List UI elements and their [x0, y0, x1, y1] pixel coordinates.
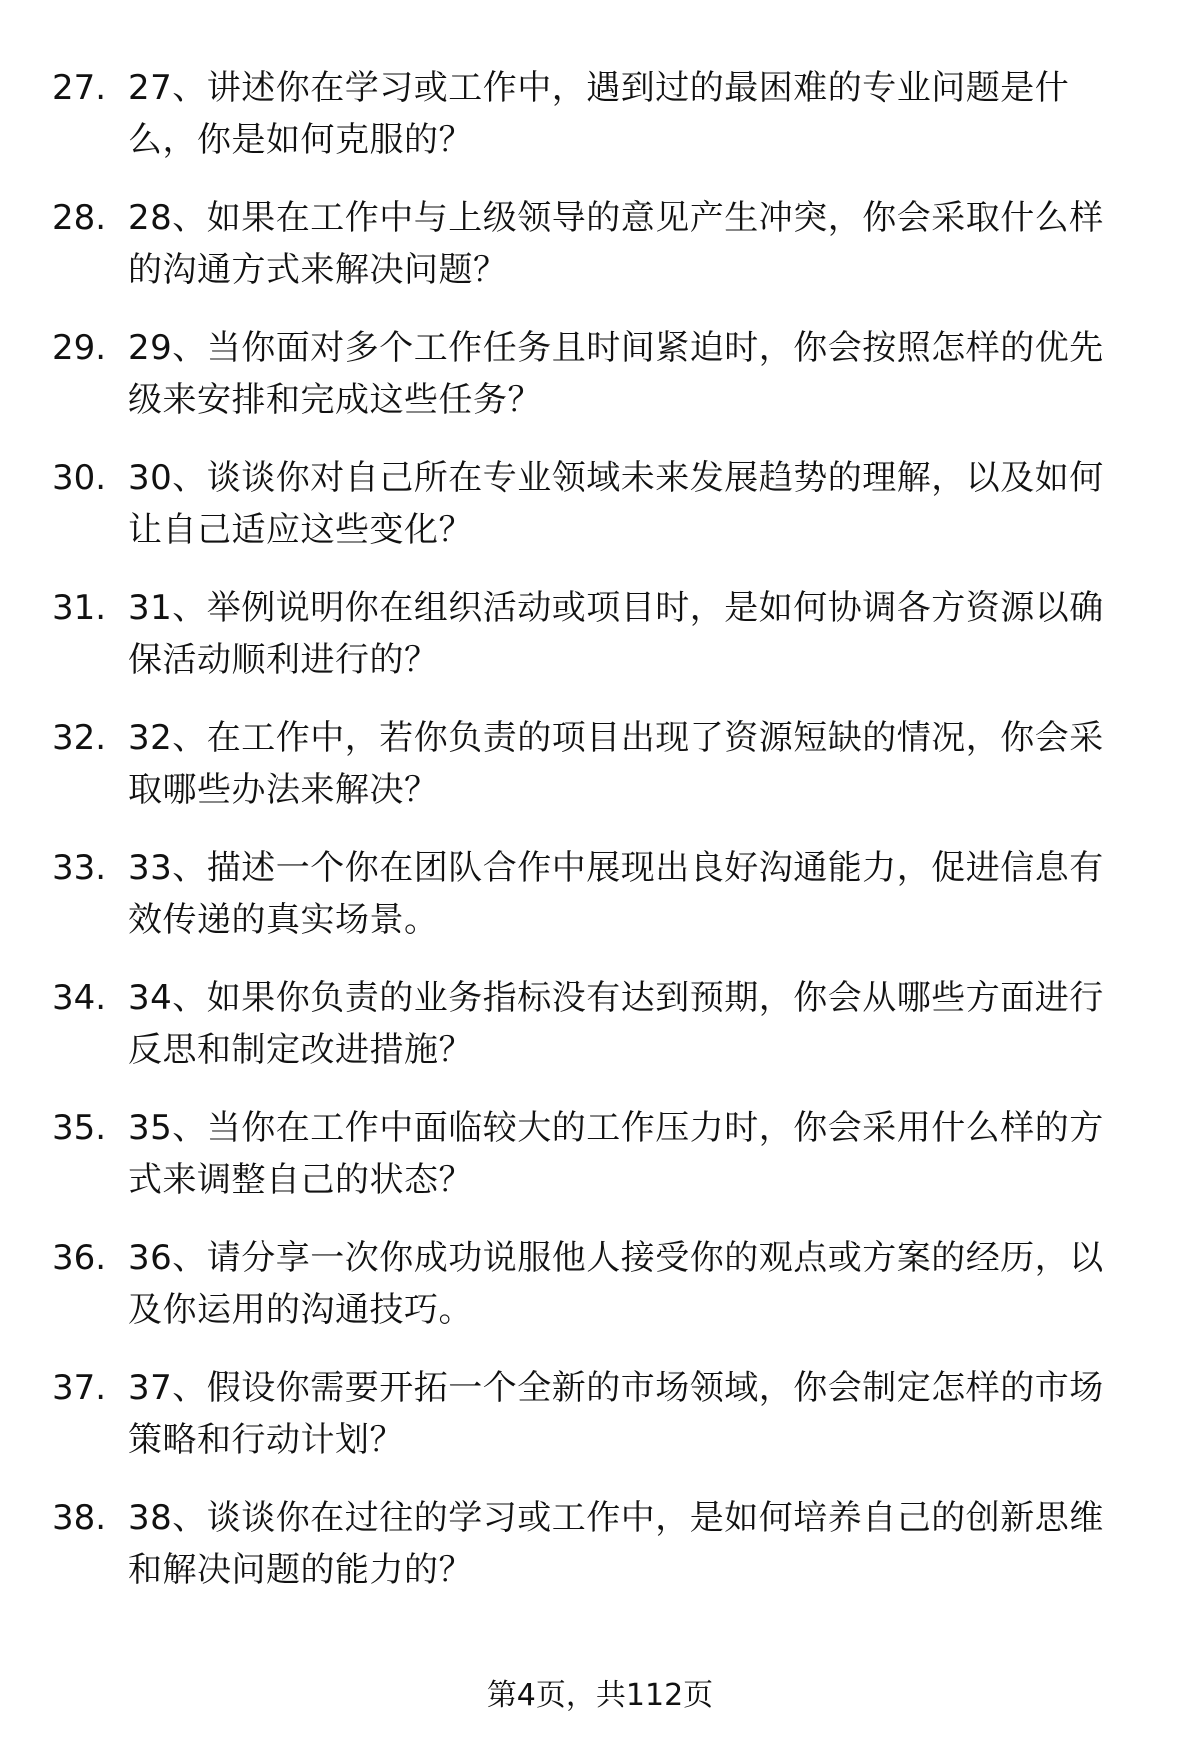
question-text — [128, 452, 1148, 556]
question-line: 级来安排和完成这些任务？ — [128, 380, 542, 420]
question-line: 让自己适应这些变化？ — [128, 510, 473, 550]
question-line: 取哪些办法来解决？ — [128, 770, 439, 810]
question-number: 27. — [52, 68, 107, 108]
list-item — [0, 322, 1200, 452]
question-number: 37. — [52, 1368, 107, 1408]
list-item — [0, 62, 1200, 192]
question-text — [128, 712, 1148, 816]
question-text — [128, 842, 1148, 946]
question-text — [128, 1362, 1148, 1466]
question-text — [128, 1492, 1148, 1596]
question-line: 30、谈谈你对自己所在专业领域未来发展趋势的理解，以及如何 — [128, 458, 1104, 498]
question-number: 35. — [52, 1108, 107, 1148]
question-line: 31、举例说明你在组织活动或项目时，是如何协调各方资源以确 — [128, 588, 1104, 628]
question-text — [128, 1102, 1148, 1206]
question-line: 33、描述一个你在团队合作中展现出良好沟通能力，促进信息有 — [128, 848, 1104, 888]
question-line: 38、谈谈你在过往的学习或工作中，是如何培养自己的创新思维 — [128, 1498, 1104, 1538]
list-item — [0, 582, 1200, 712]
question-line: 36、请分享一次你成功说服他人接受你的观点或方案的经历，以 — [128, 1238, 1104, 1278]
question-number: 36. — [52, 1238, 107, 1278]
question-text — [128, 62, 1148, 166]
page-footer: 第4页，共112页 — [486, 1678, 714, 1713]
list-item — [0, 1492, 1200, 1622]
question-text — [128, 1232, 1148, 1336]
list-item — [0, 842, 1200, 972]
question-text — [128, 322, 1148, 426]
list-item — [0, 972, 1200, 1102]
question-number: 32. — [52, 718, 107, 758]
question-line: 效传递的真实场景。 — [128, 900, 439, 940]
question-line: 32、在工作中，若你负责的项目出现了资源短缺的情况，你会采 — [128, 718, 1104, 758]
question-line: 35、当你在工作中面临较大的工作压力时，你会采用什么样的方 — [128, 1108, 1104, 1148]
question-number: 31. — [52, 588, 107, 628]
question-line: 保活动顺利进行的？ — [128, 640, 439, 680]
question-line: 式来调整自己的状态？ — [128, 1160, 473, 1200]
question-number: 28. — [52, 198, 107, 238]
list-item — [0, 452, 1200, 582]
list-item — [0, 712, 1200, 842]
list-item — [0, 192, 1200, 322]
question-number: 34. — [52, 978, 107, 1018]
question-text — [128, 192, 1148, 296]
list-item — [0, 1102, 1200, 1232]
question-line: 策略和行动计划？ — [128, 1420, 404, 1460]
question-line: 27、讲述你在学习或工作中，遇到过的最困难的专业问题是什 — [128, 68, 1070, 108]
question-number: 33. — [52, 848, 107, 888]
question-line: 的沟通方式来解决问题？ — [128, 250, 508, 290]
question-line: 34、如果你负责的业务指标没有达到预期，你会从哪些方面进行 — [128, 978, 1104, 1018]
question-list — [0, 62, 1200, 1622]
question-text — [128, 972, 1148, 1076]
question-text — [128, 582, 1148, 686]
question-line: 么，你是如何克服的？ — [128, 120, 473, 160]
list-item — [0, 1362, 1200, 1492]
question-line: 37、假设你需要开拓一个全新的市场领域，你会制定怎样的市场 — [128, 1368, 1104, 1408]
question-number: 30. — [52, 458, 107, 498]
question-line: 反思和制定改进措施？ — [128, 1030, 473, 1070]
question-line: 和解决问题的能力的？ — [128, 1550, 473, 1590]
question-line: 28、如果在工作中与上级领导的意见产生冲突，你会采取什么样 — [128, 198, 1104, 238]
question-line: 及你运用的沟通技巧。 — [128, 1290, 473, 1330]
question-number: 38. — [52, 1498, 107, 1538]
question-number: 29. — [52, 328, 107, 368]
list-item — [0, 1232, 1200, 1362]
question-line: 29、当你面对多个工作任务且时间紧迫时，你会按照怎样的优先 — [128, 328, 1104, 368]
